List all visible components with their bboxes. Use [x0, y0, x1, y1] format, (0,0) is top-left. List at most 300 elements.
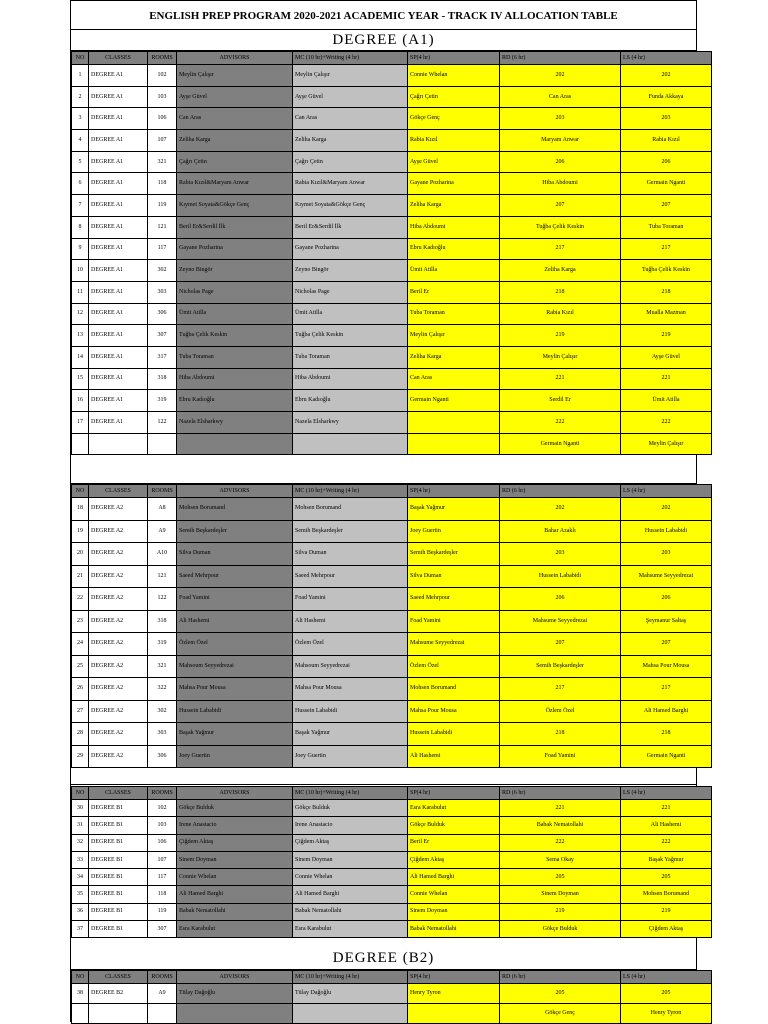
cell-room: 319: [148, 633, 177, 656]
header-sp: SP(4 hr): [408, 971, 500, 984]
table-row: [72, 745, 712, 768]
cell-mc: Çiğdem Aktaş: [293, 834, 408, 851]
cell-sp: Zeliha Karga: [408, 346, 500, 368]
cell-room: 119: [148, 195, 177, 217]
cell-cls: DEGREE A2: [89, 610, 148, 633]
header-sp: SP(4 hr): [408, 52, 500, 65]
cell-mc: Başak Yağmur: [293, 723, 408, 746]
table-row: [72, 86, 712, 108]
cell-cls: [89, 433, 148, 455]
cell-room: 318: [148, 610, 177, 633]
cell-ls: 221: [621, 800, 712, 817]
cell-rd: 206: [500, 588, 621, 611]
cell-sp: Mahsa Pour Mousa: [408, 700, 500, 723]
cell-sp: Ebru Kadıoğlu: [408, 238, 500, 260]
cell-adv: Gökçe Bulduk: [177, 800, 293, 817]
cell-no: 35: [72, 886, 89, 903]
cell-cls: DEGREE A1: [89, 281, 148, 303]
cell-rd: Özlem Özel: [500, 700, 621, 723]
cell-mc: Zeliha Karga: [293, 130, 408, 152]
header-room: ROOMS: [148, 787, 177, 800]
cell-ls: 207: [621, 633, 712, 656]
cell-mc: Irene Anastacio: [293, 817, 408, 834]
cell-no: 22: [72, 588, 89, 611]
cell-rd: 207: [500, 195, 621, 217]
cell-cls: DEGREE A1: [89, 346, 148, 368]
table-row: [72, 281, 712, 303]
cell-sp: Çağrı Çetin: [408, 86, 500, 108]
cell-rd: 206: [500, 151, 621, 173]
cell-rd: 222: [500, 834, 621, 851]
cell-ls: Meylin Çalışır: [621, 433, 712, 455]
cell-adv: Hiba Abdoumi: [177, 368, 293, 390]
cell-room: 122: [148, 588, 177, 611]
table-row: [72, 921, 712, 938]
cell-mc: [293, 1004, 408, 1024]
cell-no: 3: [72, 108, 89, 130]
cell-sp: Babak Nematollahi: [408, 921, 500, 938]
cell-room: 306: [148, 303, 177, 325]
cell-no: [72, 1004, 89, 1024]
cell-adv: [177, 433, 293, 455]
section-heading: DEGREE (A1): [71, 30, 696, 51]
header-no: NO: [72, 971, 89, 984]
cell-sp: Sinem Doyman: [408, 903, 500, 920]
cell-rd: 202: [500, 65, 621, 87]
header-mc: MC (10 hr)+Writing (4 hr): [293, 52, 408, 65]
cell-mc: Zeyno Bingör: [293, 260, 408, 282]
cell-adv: Mahsa Pour Mousa: [177, 678, 293, 701]
cell-sp: Henry Tyron: [408, 984, 500, 1004]
cell-adv: Tülay Dağoğlu: [177, 984, 293, 1004]
cell-sp: Saeed Mehrpour: [408, 588, 500, 611]
cell-ls: Ümit Atilla: [621, 390, 712, 412]
cell-room: 117: [148, 238, 177, 260]
cell-rd: Sinem Doyman: [500, 886, 621, 903]
cell-cls: DEGREE A1: [89, 130, 148, 152]
cell-ls: 203: [621, 543, 712, 566]
cell-no: 15: [72, 368, 89, 390]
cell-ls: Tuğba Çelik Keskin: [621, 260, 712, 282]
cell-adv: Mahsoum Seyyedrezai: [177, 655, 293, 678]
cell-sp: Meylin Çalışır: [408, 325, 500, 347]
cell-sp: [408, 1004, 500, 1024]
cell-room: 106: [148, 108, 177, 130]
cell-sp: Germain Nganti: [408, 390, 500, 412]
cell-no: 31: [72, 817, 89, 834]
cell-mc: [293, 433, 408, 455]
cell-no: 11: [72, 281, 89, 303]
header-ls: LS (4 hr): [621, 52, 712, 65]
table-row: [72, 984, 712, 1004]
cell-sp: Gayane Pozharina: [408, 173, 500, 195]
cell-rd: Semih Beşkardeşler: [500, 655, 621, 678]
cell-ls: Ali Hamed Barghi: [621, 700, 712, 723]
cell-mc: Babak Nematollahi: [293, 903, 408, 920]
cell-room: A9: [148, 984, 177, 1004]
cell-cls: DEGREE A2: [89, 678, 148, 701]
table-row: [72, 108, 712, 130]
cell-adv: Çağrı Çetin: [177, 151, 293, 173]
cell-mc: Ümit Atilla: [293, 303, 408, 325]
cell-ls: Germain Nganti: [621, 745, 712, 768]
cell-mc: Silva Duman: [293, 543, 408, 566]
cell-no: 1: [72, 65, 89, 87]
cell-cls: DEGREE B1: [89, 834, 148, 851]
header-rd: RD (6 hr): [500, 971, 621, 984]
cell-sp: Semih Beşkardeşler: [408, 543, 500, 566]
cell-rd: Hussein Lababidi: [500, 565, 621, 588]
cell-mc: Joey Guertin: [293, 745, 408, 768]
cell-sp: [408, 412, 500, 434]
header-no: NO: [72, 787, 89, 800]
cell-room: 307: [148, 325, 177, 347]
cell-room: 118: [148, 886, 177, 903]
table-row: [72, 610, 712, 633]
cell-no: 12: [72, 303, 89, 325]
cell-rd: Mahsume Seyyedrezai: [500, 610, 621, 633]
table-row: [72, 886, 712, 903]
cell-adv: Can Aras: [177, 108, 293, 130]
cell-cls: DEGREE A2: [89, 520, 148, 543]
cell-cls: DEGREE A1: [89, 86, 148, 108]
cell-ls: Henry Tyron: [621, 1004, 712, 1024]
cell-ls: 217: [621, 238, 712, 260]
header-adv: ADVISORS: [177, 52, 293, 65]
cell-room: 121: [148, 216, 177, 238]
header-adv: ADVISORS: [177, 971, 293, 984]
cell-rd: Gökçe Bulduk: [500, 921, 621, 938]
cell-sp: Ali Hashemi: [408, 745, 500, 768]
cell-sp: Silva Duman: [408, 565, 500, 588]
cell-mc: Connie Whelan: [293, 869, 408, 886]
table-header-row: [72, 485, 712, 498]
cell-room: 306: [148, 745, 177, 768]
cell-sp: Ümit Atilla: [408, 260, 500, 282]
cell-no: 26: [72, 678, 89, 701]
cell-room: 107: [148, 130, 177, 152]
cell-mc: Hussein Lababidi: [293, 700, 408, 723]
cell-no: 4: [72, 130, 89, 152]
cell-sp: Connie Whelan: [408, 65, 500, 87]
cell-no: 27: [72, 700, 89, 723]
cell-adv: Gayane Pozharina: [177, 238, 293, 260]
cell-rd: Foad Yamini: [500, 745, 621, 768]
cell-rd: Babak Nematollahi: [500, 817, 621, 834]
cell-no: 2: [72, 86, 89, 108]
table-row: [72, 817, 712, 834]
cell-ls: Ali Hashemi: [621, 817, 712, 834]
cell-ls: 207: [621, 195, 712, 217]
cell-adv: Sinem Doyman: [177, 851, 293, 868]
cell-room: 303: [148, 281, 177, 303]
cell-cls: DEGREE A1: [89, 65, 148, 87]
cell-mc: Foad Yamini: [293, 588, 408, 611]
cell-room: 106: [148, 834, 177, 851]
section-heading: DEGREE (B2): [71, 948, 696, 970]
cell-adv: Beril Er&Serdil İlk: [177, 216, 293, 238]
cell-sp: Beril Er: [408, 834, 500, 851]
cell-no: [72, 433, 89, 455]
cell-no: 20: [72, 543, 89, 566]
cell-adv: Semih Beşkardeşler: [177, 520, 293, 543]
cell-room: 302: [148, 700, 177, 723]
cell-rd: 203: [500, 543, 621, 566]
cell-cls: DEGREE A1: [89, 238, 148, 260]
cell-rd: 217: [500, 238, 621, 260]
table-row: [72, 655, 712, 678]
cell-adv: Zeyno Bingör: [177, 260, 293, 282]
header-ls: LS (4 hr): [621, 787, 712, 800]
cell-ls: 219: [621, 903, 712, 920]
cell-sp: Hussein Lababidi: [408, 723, 500, 746]
cell-rd: Bahar Azaklı: [500, 520, 621, 543]
cell-rd: 203: [500, 108, 621, 130]
cell-mc: Mahsa Pour Mousa: [293, 678, 408, 701]
table-row: [72, 834, 712, 851]
cell-adv: Zeliha Karga: [177, 130, 293, 152]
cell-cls: DEGREE A2: [89, 588, 148, 611]
cell-sp: Çiğdem Aktaş: [408, 851, 500, 868]
cell-mc: Hiba Abdoumi: [293, 368, 408, 390]
table-row: [72, 565, 712, 588]
cell-cls: DEGREE B1: [89, 921, 148, 938]
table-header-row: [72, 52, 712, 65]
cell-cls: DEGREE A1: [89, 173, 148, 195]
cell-room: 322: [148, 678, 177, 701]
cell-rd: 221: [500, 368, 621, 390]
cell-cls: DEGREE A1: [89, 325, 148, 347]
cell-no: 32: [72, 834, 89, 851]
cell-no: 24: [72, 633, 89, 656]
header-mc: MC (10 hr)+Writing (4 hr): [293, 787, 408, 800]
cell-sp: [408, 433, 500, 455]
allocation-table: [71, 51, 712, 455]
table-row: [72, 260, 712, 282]
cell-mc: Mohsen Borumand: [293, 498, 408, 521]
cell-cls: DEGREE A2: [89, 633, 148, 656]
cell-cls: DEGREE A1: [89, 108, 148, 130]
cell-no: 21: [72, 565, 89, 588]
cell-adv: Ümit Atilla: [177, 303, 293, 325]
header-cls: CLASSES: [89, 971, 148, 984]
cell-adv: Çiğdem Aktaş: [177, 834, 293, 851]
cell-cls: DEGREE A1: [89, 216, 148, 238]
cell-mc: Tülay Dağoğlu: [293, 984, 408, 1004]
cell-mc: Sinem Doyman: [293, 851, 408, 868]
cell-adv: Kıymet Soyata&Gökçe Genç: [177, 195, 293, 217]
cell-sp: Gökçe Bulduk: [408, 817, 500, 834]
table-row: [72, 851, 712, 868]
cell-no: 29: [72, 745, 89, 768]
header-room: ROOMS: [148, 52, 177, 65]
table-row: [72, 368, 712, 390]
allocation-table: [71, 484, 712, 768]
cell-cls: DEGREE B1: [89, 903, 148, 920]
cell-adv: Rabia Kızıl&Maryam Anwar: [177, 173, 293, 195]
cell-room: 321: [148, 655, 177, 678]
cell-sp: Can Aras: [408, 368, 500, 390]
cell-mc: Ali Hashemi: [293, 610, 408, 633]
header-cls: CLASSES: [89, 787, 148, 800]
cell-sp: Foad Yamini: [408, 610, 500, 633]
table-row: [72, 346, 712, 368]
cell-sp: Gökçe Genç: [408, 108, 500, 130]
cell-rd: 218: [500, 281, 621, 303]
cell-mc: Can Aras: [293, 108, 408, 130]
cell-ls: Ayşe Güvel: [621, 346, 712, 368]
header-adv: ADVISORS: [177, 485, 293, 498]
cell-room: 302: [148, 260, 177, 282]
cell-room: 318: [148, 368, 177, 390]
table-row: [72, 65, 712, 87]
cell-mc: Özlem Özel: [293, 633, 408, 656]
cell-ls: Mahsa Pour Mousa: [621, 655, 712, 678]
table-row: [72, 238, 712, 260]
allocation-table: [71, 786, 712, 938]
cell-no: 13: [72, 325, 89, 347]
cell-adv: Ebru Kadıoğlu: [177, 390, 293, 412]
section-spacer: [71, 766, 696, 785]
cell-rd: Maryam Anwar: [500, 130, 621, 152]
header-room: ROOMS: [148, 485, 177, 498]
header-mc: MC (10 hr)+Writing (4 hr): [293, 485, 408, 498]
cell-sp: Ali Hamed Barghi: [408, 869, 500, 886]
cell-rd: 219: [500, 325, 621, 347]
cell-no: 10: [72, 260, 89, 282]
cell-sp: Joey Guertin: [408, 520, 500, 543]
table-row: [72, 216, 712, 238]
table-row: [72, 303, 712, 325]
cell-cls: DEGREE B1: [89, 817, 148, 834]
cell-no: 33: [72, 851, 89, 868]
cell-mc: Tuba Toraman: [293, 346, 408, 368]
cell-rd: 207: [500, 633, 621, 656]
cell-adv: Meylin Çalışır: [177, 65, 293, 87]
cell-adv: Irene Anastacio: [177, 817, 293, 834]
cell-cls: DEGREE A1: [89, 368, 148, 390]
cell-sp: Beril Er: [408, 281, 500, 303]
table-row: [72, 723, 712, 746]
cell-ls: Mohsen Borumand: [621, 886, 712, 903]
table-row: [72, 325, 712, 347]
cell-rd: Serdil Er: [500, 390, 621, 412]
table-header-row: [72, 787, 712, 800]
cell-room: 107: [148, 851, 177, 868]
cell-cls: DEGREE B1: [89, 851, 148, 868]
cell-no: 37: [72, 921, 89, 938]
cell-room: 317: [148, 346, 177, 368]
table-row: [72, 498, 712, 521]
cell-mc: Semih Beşkardeşler: [293, 520, 408, 543]
cell-rd: 222: [500, 412, 621, 434]
cell-mc: Tuğba Çelik Keskin: [293, 325, 408, 347]
cell-rd: Gökçe Genç: [500, 1004, 621, 1024]
cell-cls: DEGREE A2: [89, 655, 148, 678]
cell-ls: 202: [621, 498, 712, 521]
cell-adv: Ayşe Güvel: [177, 86, 293, 108]
cell-room: A10: [148, 543, 177, 566]
cell-room: 103: [148, 817, 177, 834]
cell-ls: Çiğdem Aktaş: [621, 921, 712, 938]
table-row: [72, 433, 712, 455]
cell-cls: DEGREE A1: [89, 195, 148, 217]
cell-room: 102: [148, 65, 177, 87]
cell-no: 34: [72, 869, 89, 886]
table-row: [72, 588, 712, 611]
cell-sp: Rabia Kızıl: [408, 130, 500, 152]
cell-sp: Mohsen Borumand: [408, 678, 500, 701]
table-row: [72, 173, 712, 195]
cell-rd: Germain Nganti: [500, 433, 621, 455]
cell-rd: 205: [500, 984, 621, 1004]
header-rd: RD (6 hr): [500, 52, 621, 65]
header-sp: SP(4 hr): [408, 485, 500, 498]
cell-no: 8: [72, 216, 89, 238]
cell-mc: Saeed Mehrpour: [293, 565, 408, 588]
table-row: [72, 633, 712, 656]
table-row: [72, 151, 712, 173]
cell-adv: Mohsen Borumand: [177, 498, 293, 521]
cell-ls: Funda Akkaya: [621, 86, 712, 108]
cell-cls: DEGREE A2: [89, 745, 148, 768]
cell-room: 102: [148, 800, 177, 817]
allocation-table: [71, 970, 712, 1024]
cell-no: 28: [72, 723, 89, 746]
cell-mc: Gökçe Bulduk: [293, 800, 408, 817]
cell-ls: Rabia Kızıl: [621, 130, 712, 152]
cell-adv: Tuba Toraman: [177, 346, 293, 368]
cell-cls: DEGREE A1: [89, 260, 148, 282]
cell-room: A8: [148, 498, 177, 521]
cell-mc: Kıymet Soyata&Gökçe Genç: [293, 195, 408, 217]
cell-sp: Hiba Abdoumi: [408, 216, 500, 238]
header-cls: CLASSES: [89, 485, 148, 498]
header-no: NO: [72, 485, 89, 498]
cell-rd: 217: [500, 678, 621, 701]
cell-mc: Beril Er&Serdil İlk: [293, 216, 408, 238]
cell-room: 103: [148, 86, 177, 108]
table-row: [72, 195, 712, 217]
cell-ls: 219: [621, 325, 712, 347]
header-ls: LS (4 hr): [621, 485, 712, 498]
cell-ls: 205: [621, 984, 712, 1004]
cell-no: 25: [72, 655, 89, 678]
cell-cls: DEGREE A1: [89, 390, 148, 412]
cell-ls: Başak Yağmur: [621, 851, 712, 868]
cell-mc: Rabia Kızıl&Maryam Anwar: [293, 173, 408, 195]
table-row: [72, 543, 712, 566]
cell-adv: Silva Duman: [177, 543, 293, 566]
cell-room: 321: [148, 151, 177, 173]
cell-cls: DEGREE A1: [89, 151, 148, 173]
cell-adv: Esra Karabulut: [177, 921, 293, 938]
cell-ls: 206: [621, 151, 712, 173]
cell-room: 319: [148, 390, 177, 412]
table-row: [72, 412, 712, 434]
cell-ls: 218: [621, 723, 712, 746]
table-header-row: [72, 971, 712, 984]
cell-adv: [177, 1004, 293, 1024]
cell-no: 18: [72, 498, 89, 521]
cell-rd: Rabia Kızıl: [500, 303, 621, 325]
cell-sp: Tuba Toraman: [408, 303, 500, 325]
cell-ls: 222: [621, 834, 712, 851]
cell-rd: Hiba Abdoumi: [500, 173, 621, 195]
cell-ls: Şeymanur Saltaş: [621, 610, 712, 633]
cell-mc: Ayşe Güvel: [293, 86, 408, 108]
cell-cls: DEGREE A1: [89, 303, 148, 325]
